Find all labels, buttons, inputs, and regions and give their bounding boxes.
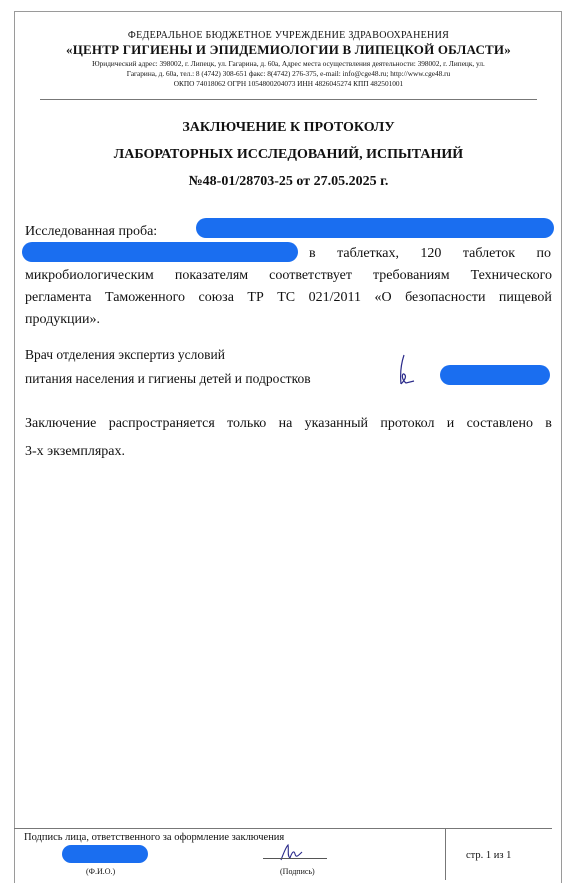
header-address: Юридический адрес: 398002, г. Липецк, ул. Гагарина, д. 60а, Адрес места осуществления деятельности: 398002, г. Липецк, ул. (92, 59, 485, 68)
word: протокол (380, 416, 435, 431)
redaction-responsible-name (62, 845, 148, 863)
protocol-number: №48-01/28703-25 от 27.05.2025 г. (188, 174, 389, 189)
signature-caption: (Подпись) (280, 867, 315, 876)
header-divider (40, 99, 537, 100)
doctor-title-line-2: питания населения и гигиены детей и подростков (25, 371, 311, 386)
word: Заключение (25, 416, 97, 431)
word: составлено (466, 416, 533, 431)
word: по (536, 246, 551, 261)
redaction-doctor-name (440, 365, 550, 385)
body-line-4: продукции». (25, 312, 100, 327)
body-line-1 (309, 243, 551, 266)
word: соответствует (269, 268, 352, 283)
word: 021/2011 (308, 290, 361, 305)
page-number: стр. 1 из 1 (466, 850, 512, 861)
word: таблеток (462, 246, 516, 261)
conclusion-line-2: 3-х экземплярах. (25, 444, 126, 459)
word: распространяется (108, 416, 215, 431)
word: регламента (25, 290, 92, 305)
doctor-signature (392, 352, 418, 388)
redaction-sample-name-cont (22, 242, 298, 262)
header-registration-codes: ОКПО 74018062 ОГРН 1054800204073 ИНН 4826045274 КПП 482501001 (173, 79, 404, 88)
header-contacts: Гагарина, д. 60а, тел.: 8 (4742) 308-651 факс: 8(4742) 276-375, e-mail: info@cge48.ru; http://www.cge48.ru (126, 69, 451, 78)
responsible-signature (278, 842, 304, 864)
word: на (278, 416, 293, 431)
footer-column-separator (445, 828, 446, 880)
footer-divider (14, 828, 552, 829)
sample-label: Исследованная проба: (25, 224, 158, 239)
word: указанный (304, 416, 369, 431)
fio-caption: (Ф.И.О.) (86, 867, 116, 876)
conclusion-line-1 (25, 413, 552, 436)
word: показателям (174, 268, 249, 283)
word: союза (198, 290, 234, 305)
body-line-2 (25, 265, 552, 288)
word: Таможенного (105, 290, 186, 305)
word: «О (374, 290, 392, 305)
word: и (446, 416, 455, 431)
footer-responsible-label: Подпись лица, ответственного за оформление заключения (24, 832, 285, 843)
signature-line (263, 858, 327, 859)
word: пищевой (498, 290, 552, 305)
word: таблетках, (337, 246, 399, 261)
word: ТС (277, 290, 296, 305)
header-institution-type: ФЕДЕРАЛЬНОЕ БЮДЖЕТНОЕ УЧРЕЖДЕНИЕ ЗДРАВООХРАНЕНИЯ (127, 30, 450, 41)
document-subtitle: ЛАБОРАТОРНЫХ ИССЛЕДОВАНИЙ, ИСПЫТАНИЙ (113, 147, 464, 162)
word: микробиологическим (25, 268, 154, 283)
word: требованиям (373, 268, 450, 283)
redaction-sample-name (196, 218, 554, 238)
word: в (309, 246, 316, 261)
word: 120 (420, 246, 442, 261)
word: безопасности (405, 290, 486, 305)
body-line-3 (25, 287, 552, 310)
word: в (545, 416, 552, 431)
word: только (227, 416, 267, 431)
word: ТР (247, 290, 264, 305)
word: Технического (470, 268, 552, 283)
doctor-title-line-1: Врач отделения экспертиз условий (25, 347, 225, 362)
header-institution-name: «ЦЕНТР ГИГИЕНЫ И ЭПИДЕМИОЛОГИИ В ЛИПЕЦКОЙ ОБЛАСТИ» (66, 42, 511, 57)
document-title: ЗАКЛЮЧЕНИЕ К ПРОТОКОЛУ (182, 120, 395, 135)
